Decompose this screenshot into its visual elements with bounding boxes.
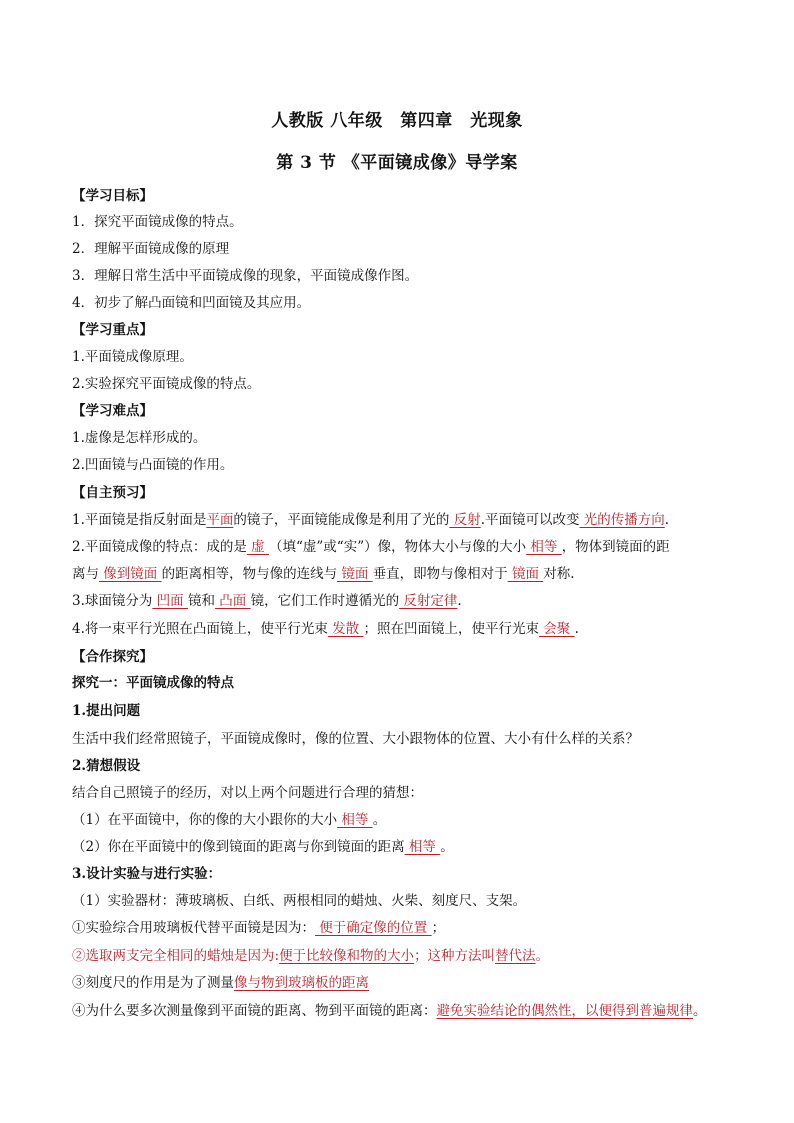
answer-blank: 相等 (337, 812, 373, 828)
guess-item-2 (72, 837, 752, 857)
goal-item: 4．初步了解凸面镜和凹面镜及其应用。 (72, 295, 311, 311)
text: 垂直，即物与像相对于 (372, 566, 508, 582)
text: ④为什么要多次测量像到平面镜的距离、物到平面镜的距离： (72, 1003, 437, 1019)
document-title: 人教版 八年级 第四章 光现象 (271, 111, 523, 131)
preview-item-3 (72, 591, 752, 611)
answer-blank: 便于比较像和物的大小 (279, 948, 415, 964)
experiment-item: （1）实验器材：薄玻璃板、白纸、两根相同的蜡烛、火柴、刻度尺、支架。 (72, 893, 527, 909)
answer-blank: 凹面 (152, 593, 188, 609)
preview-item-2 (72, 537, 752, 557)
answer-blank: 像到镜面 (99, 566, 162, 582)
text: ①实验综合用玻璃板代替平面镜是因为： (72, 920, 315, 936)
text: 离与 (72, 566, 99, 582)
explore-title: 探究一：平面镜成像的特点 (72, 675, 234, 691)
text: ；这种方法叫 (414, 948, 496, 964)
section-header-key: 【学习重点】 (72, 322, 153, 338)
key-item: 2.实验探究平面镜成像的特点。 (72, 376, 261, 392)
question-text: 生活中我们经常照镜子，平面镜成像时，像的位置、大小跟物体的位置、大小有什么样的关系？ (72, 731, 639, 747)
answer-blank: 会聚 (538, 621, 575, 637)
goal-item: 1．探究平面镜成像的特点。 (72, 214, 243, 230)
key-item: 1.平面镜成像原理。 (72, 349, 193, 365)
answer-blank: 相等 (526, 539, 562, 555)
text: 1.平面镜是指反射面是 (72, 512, 207, 528)
answer-blank: 相等 (404, 839, 441, 855)
text: 。 (535, 948, 550, 964)
text: 镜，它们工作时遵循光的 (250, 593, 400, 609)
section-header-preview: 【自主预习】 (72, 485, 153, 501)
difficulty-item: 1.虚像是怎样形成的。 (72, 430, 207, 446)
text: . (574, 621, 579, 637)
text: 。 (440, 839, 454, 855)
section-header-goals: 【学习目标】 (72, 188, 153, 204)
answer-blank: 发散 (327, 621, 364, 637)
step-header: 3.设计实验与进行实验： (72, 866, 222, 882)
answer-blank: 镜面 (507, 566, 544, 582)
step-header: 2.猜想假设 (72, 758, 141, 774)
guess-item-1 (72, 810, 752, 830)
answer-blank: 像与物到玻璃板的距离 (234, 975, 369, 991)
answer-blank: 替代法 (495, 948, 536, 964)
answer-blank: 反射定律 (399, 593, 458, 609)
text: （填“虚”或“实”）像，物体大小与像的大小 (268, 539, 527, 555)
text: （1）在平面镜中，你的像的大小跟你的大小 (72, 812, 338, 828)
section-header-cooperation: 【合作探究】 (72, 649, 153, 665)
text: 3.球面镜分为 (72, 593, 153, 609)
goal-item: 3．理解日常生活中平面镜成像的现象，平面镜成像作图。 (72, 268, 419, 284)
text: 对称. (543, 566, 575, 582)
preview-item-2-cont (72, 564, 752, 584)
text: 的距离相等，物与像的连线与 (161, 566, 338, 582)
text: （2）你在平面镜中的像到镜面的距离与你到镜面的距离 (72, 839, 405, 855)
text: 4.将一束平行光照在凸面镜上，使平行光束 (72, 621, 328, 637)
experiment-item (72, 918, 752, 938)
text: 。 (693, 1003, 707, 1019)
text: ； (431, 920, 446, 936)
experiment-item (72, 1001, 752, 1021)
answer-blank: 平面 (206, 512, 234, 528)
difficulty-item: 2.凹面镜与凸面镜的作用。 (72, 457, 234, 473)
text: .平面镜可以改变 (480, 512, 580, 528)
experiment-item (72, 973, 752, 993)
preview-item-1 (72, 510, 752, 530)
goal-item: 2．理解平面镜成像的原理 (72, 241, 230, 257)
text: 镜和 (187, 593, 215, 609)
text: . (664, 512, 670, 528)
preview-item-4 (72, 619, 752, 639)
experiment-item (72, 946, 752, 966)
answer-blank: 便于确定像的位置 (315, 920, 432, 936)
text: 的镜子，平面镜能成像是利用了光的 (233, 512, 450, 528)
text: ③刻度尺的作用是为了测量 (72, 975, 234, 991)
document-subtitle: 第 3 节 《平面镜成像》导学案 (276, 153, 518, 173)
answer-blank: 反射 (449, 512, 481, 528)
answer-blank: 虚 (246, 539, 269, 555)
section-header-difficulty: 【学习难点】 (72, 403, 153, 419)
text: ，物体到镜面的距 (561, 539, 670, 555)
text: ②选取两支完全相同的蜡烛是因为: (72, 948, 280, 964)
text: 2.平面镜成像的特点：成的是 (72, 539, 247, 555)
text: 。 (372, 812, 387, 828)
text: ；照在凹面镜上，使平行光束 (363, 621, 539, 637)
answer-blank: 镜面 (337, 566, 373, 582)
guess-intro: 结合自己照镜子的经历，对以上两个问题进行合理的猜想： (72, 785, 423, 801)
step-header: 1.提出问题 (72, 703, 141, 719)
answer-blank: 凸面 (214, 593, 251, 609)
text: . (457, 593, 462, 609)
answer-blank: 避免实验结论的偶然性，以便得到普遍规律 (436, 1003, 693, 1019)
answer-blank: 光的传播方向 (579, 512, 665, 528)
